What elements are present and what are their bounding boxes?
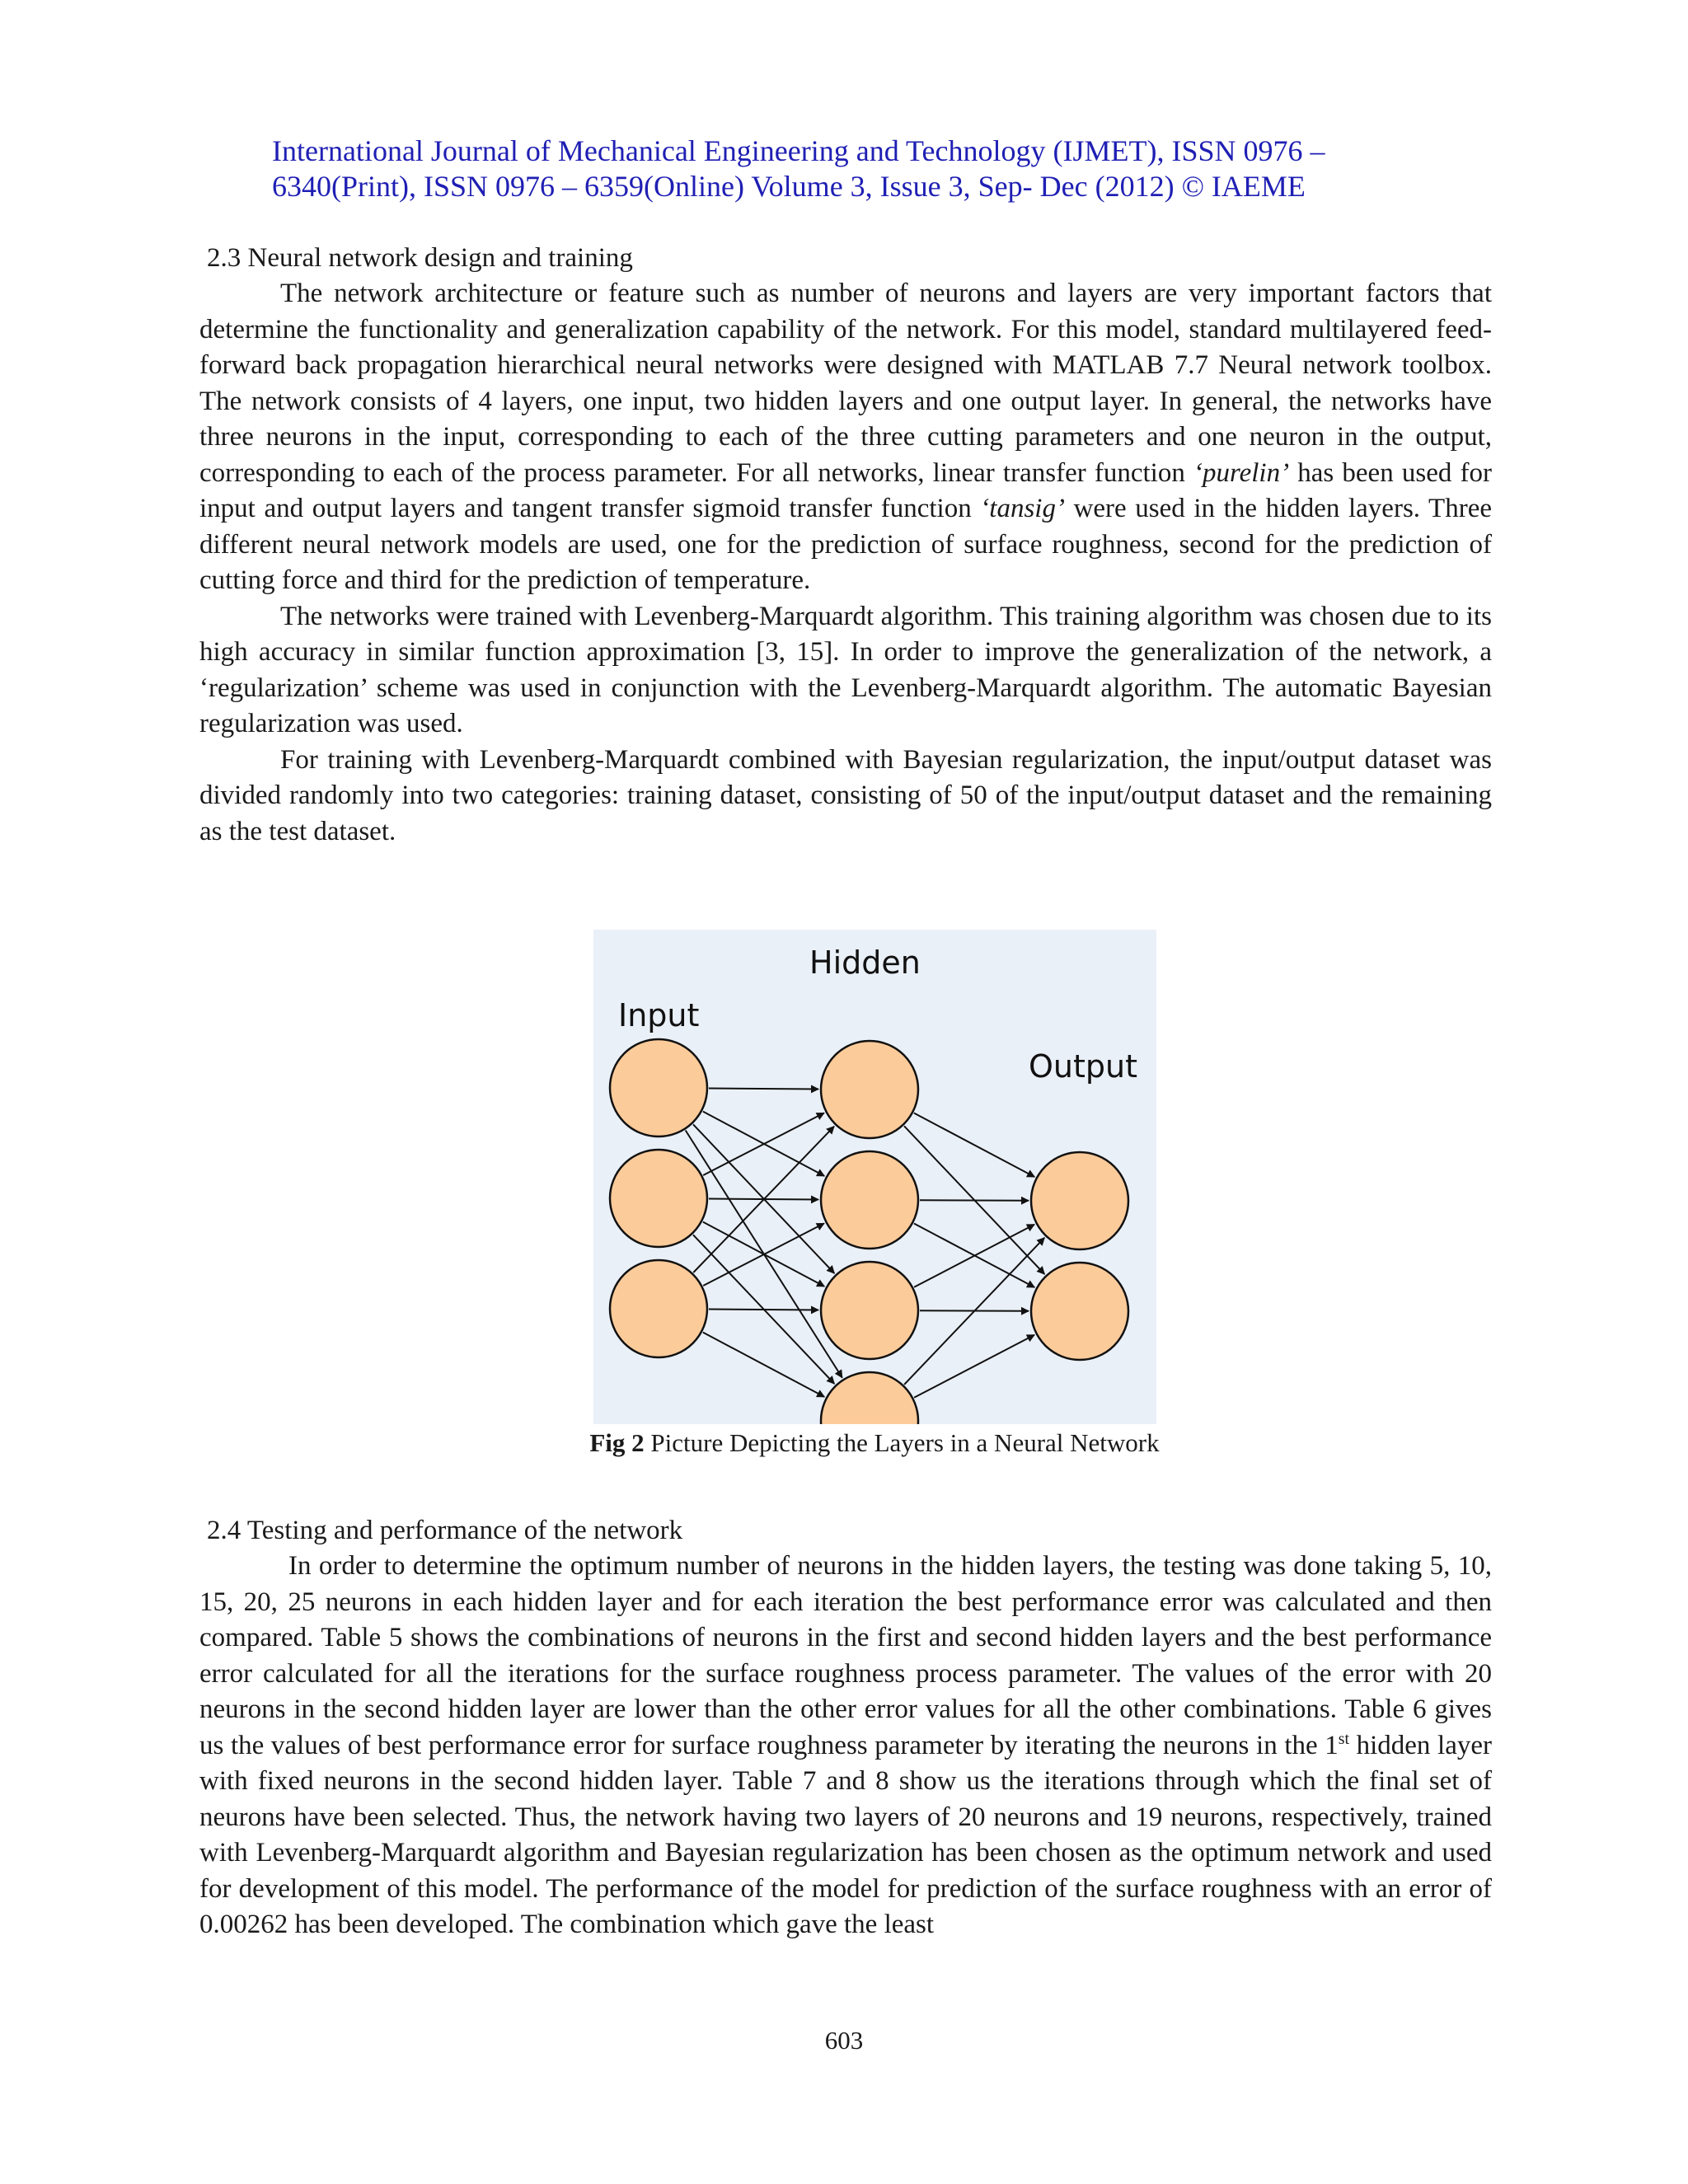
page-number: 603 [824,2026,864,2055]
edge-input-1-to-hidden-1 [709,1089,818,1090]
journal-header-line1: International Journal of Mechanical Engineering and Technology (IJMET), ISSN 0976 – [272,134,1325,167]
caption-text: Picture Depicting the Layers in a Neural Network [644,1428,1160,1457]
hidden-neuron-3 [821,1262,918,1359]
edge-hidden-1-to-output-1 [914,1113,1034,1178]
hidden-neuron-1 [821,1041,918,1138]
neural-network-figure [593,930,1156,1424]
output-neuron-2 [1031,1263,1128,1360]
journal-header-line2: 6340(Print), ISSN 0976 – 6359(Online) Volume 3, Issue 3, Sep- Dec (2012) © IAEME [272,170,1306,203]
purelin-term: ‘purelin’ [1193,457,1290,488]
paragraph-text: In order to determine the optimum number of neurons in the hidden layers, the testing was done taking 5, 10, 15, 20, 25 neurons in each hidden layer and for each iteration the best performance error was calculated and then compared. Table 5 shows the combinations of neurons in the first and second hidden layers and the best performance error calculated for all the iterations for the surface roughness process parameter. The values of the error with 20 neurons in the second hidden layer are lower than the other error values for all the other combinations. Table 6 gives us the values of best performance error for surface roughness parameter by iterating the neurons in the 1 [199,1551,1492,1760]
journal-header [272,134,1508,204]
figure-caption [577,1427,1172,1460]
paragraph-text: has been used for input and output layers and tangent transfer sigmoid transfer function [199,457,1492,523]
section-2-3-body [199,276,1492,850]
section-2-4-paragraph-1 [199,1549,1492,1943]
hidden-neuron-4 [821,1372,918,1424]
caption-label: Fig 2 [589,1428,645,1457]
edge-input-3-to-hidden-4 [703,1333,824,1397]
section-2-3-paragraph-3: For training with Levenberg-Marquardt combined with Bayesian regularization, the input/output dataset was divided randomly into two categories: training dataset, consisting of 50 of the input/output dataset and the remaining as the test dataset. [199,744,1492,846]
input-neuron-2 [610,1150,707,1247]
section-2-3-heading: 2.3 Neural network design and training [207,243,633,273]
output-layer-label: Output [1029,1048,1137,1085]
input-layer-label: Input [618,997,700,1033]
edge-hidden-4-to-output-2 [914,1335,1034,1398]
paragraph-text: hidden layer with fixed neurons in the second hidden layer. Table 7 and 8 show us the iterations through which the final set of neurons have been selected. Thus, the network having two layers of 20 neurons and 19 neurons, respectively, trained with Levenberg-Marquardt algorithm and Bayesian regularization has been chosen as the optimum network and used for development of this model. The performance of the model for prediction of the surface roughness with an error of 0.00262 has been developed. The combination which gave the least [199,1730,1492,1939]
section-2-4-body [199,1549,1492,1943]
input-neuron-3 [610,1260,707,1357]
paragraph-text: were used in the hidden layers. Three different neural network models are used, one for the prediction of surface roughness, second for the prediction of cutting force and third for the prediction of temperature. [199,494,1492,595]
hidden-layer-label: Hidden [809,944,921,981]
tansig-term: ‘tansig’ [980,494,1065,523]
section-2-3-paragraph-2: The networks were trained with Levenberg-Marquardt algorithm. This training algorithm was chosen due to its high accuracy in similar function approximation [3, 15]. In order to improve the generalization of the network, a ‘regularization’ scheme was used in conjunction with the Levenberg-Marquardt algorithm. The automatic Bayesian regularization was used. [199,601,1492,738]
superscript-st: st [1338,1729,1349,1748]
output-neuron-1 [1031,1152,1128,1249]
section-2-4-heading: 2.4 Testing and performance of the network [207,1516,683,1545]
neuron-nodes [610,1039,1128,1424]
edge-hidden-2-to-output-1 [920,1200,1029,1201]
paragraph-text: The network architecture or feature such as number of neurons and layers are very important factors that determine the functionality and generalization capability of the network. For this model, standard multilayered feed-forward back propagation hierarchical neural networks were designed with MATLAB 7.7 Neural network toolbox. The network consists of 4 layers, one input, two hidden layers and one output layer. In general, the networks have three neurons in the input, corresponding to each of the three cutting parameters and one neuron in the output, corresponding to each of the process parameter. For all networks, linear transfer function [199,279,1492,488]
neural-network-diagram [593,930,1156,1424]
hidden-neuron-2 [821,1151,918,1249]
input-neuron-1 [610,1039,707,1137]
section-2-3-paragraph-1 [199,276,1492,599]
